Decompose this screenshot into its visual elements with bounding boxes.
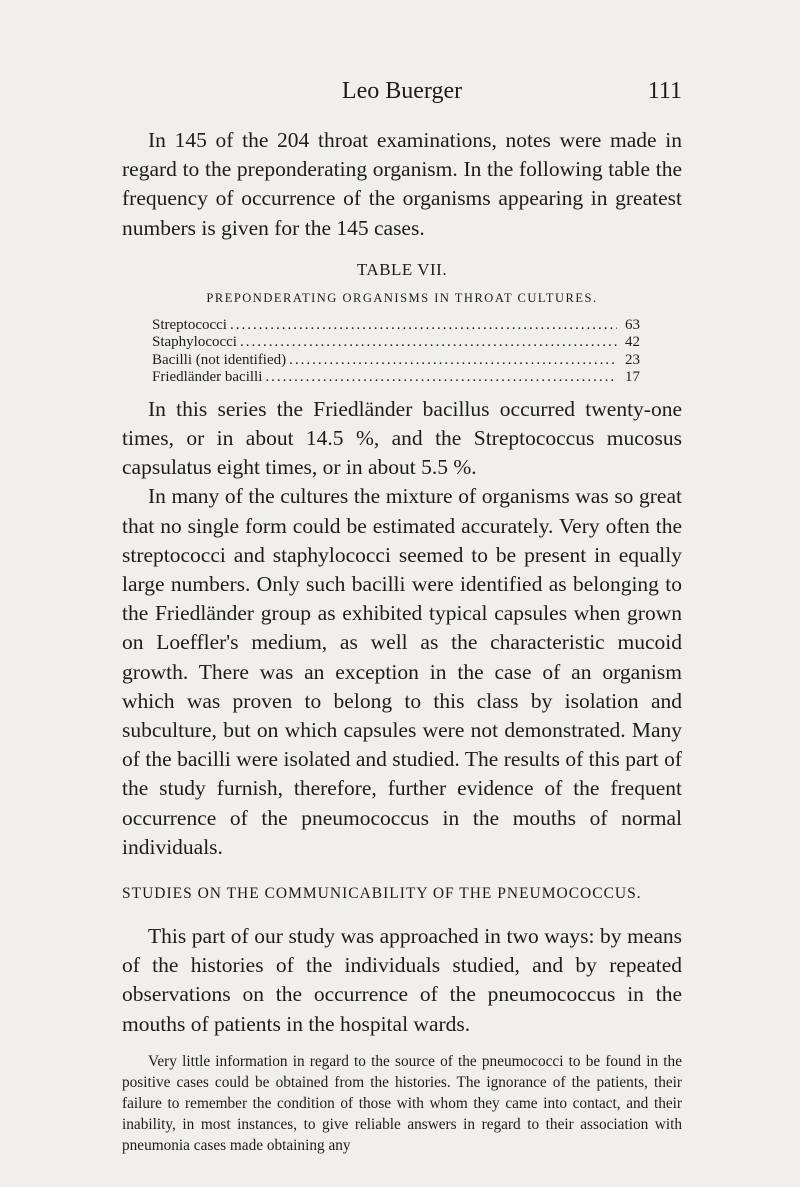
table-caption: PREPONDERATING ORGANISMS IN THROAT CULTURES. — [206, 290, 598, 305]
dot-leader — [240, 334, 617, 352]
paragraph-intro: In 145 of the 204 throat examinations, notes were made in regard to the preponderating organism. In the following table the frequency of occurrence of the organisms appearing in greatest numbers is given for the 145 cases. — [122, 128, 682, 240]
dot-leader — [230, 317, 617, 335]
table-row-value: 17 — [625, 369, 640, 386]
dot-leader — [265, 369, 617, 387]
paragraph-friedlander: In this series the Friedländer bacillus occurred twenty-one times, or in about 14.5 %, and the Streptococcus mucosus capsulatus eight times, or in about 5.5 %. — [122, 396, 682, 480]
paragraph-histories: Very little information in regard to the source of the pneumococci to be found in the positive cases could be obtained from the histories. The ignorance of the patients, their failure to remember the condition of those with whom they came into contact, and their inability, in most instances, to give reliable answers in regard to their association with pneumonia cases made obtaining any — [122, 1052, 682, 1154]
table-row-name: Staphylococci — [152, 334, 237, 351]
paragraph-approach: This part of our study was approached in two ways: by means of the histories of the individuals studied, and by repeated observations on the occurrence of the pneumococcus in the mouths of patients in the hospital wards. — [122, 924, 682, 1036]
table-row-name: Streptococci — [152, 316, 227, 333]
organism-table — [152, 317, 640, 387]
book-page — [122, 78, 682, 1156]
table-row — [152, 352, 640, 370]
paragraph-mixture: In many of the cultures the mixture of organisms was so great that no single form could be estimated accurately. Very often the streptococci and staphylococci seemed to be present in equally large numbers. Only such bacilli were identified as belonging to the Friedländer group as exhibited typical capsules when grown on Loeffler's medium, as well as the characteristic mucoid growth. There was an exception in the case of an organism which was proven to belong to this class by isolation and subculture, but on which capsules were not demonstrated. Many of the bacilli were isolated and studied. The results of this part of the study furnish, therefore, further evidence of the frequent occurrence of the pneumococcus in the mouths of normal individuals. — [122, 484, 682, 859]
table-row-value: 42 — [625, 334, 640, 351]
table-row-name: Bacilli (not identified) — [152, 351, 287, 368]
table-title: TABLE VII. — [356, 259, 448, 279]
section-heading: STUDIES ON THE COMMUNICABILITY OF THE PNEUMOCOCCUS. — [122, 885, 642, 903]
table-row-name: Friedländer bacilli — [152, 369, 263, 386]
table-row — [152, 369, 640, 387]
table-row-value: 63 — [625, 316, 640, 333]
running-head — [122, 78, 682, 112]
dot-leader — [289, 352, 617, 370]
page-number: 111 — [647, 78, 682, 104]
table-row — [152, 334, 640, 352]
running-head-author: Leo Buerger — [341, 78, 463, 104]
table-row-value: 23 — [625, 351, 640, 368]
table-row — [152, 317, 640, 335]
